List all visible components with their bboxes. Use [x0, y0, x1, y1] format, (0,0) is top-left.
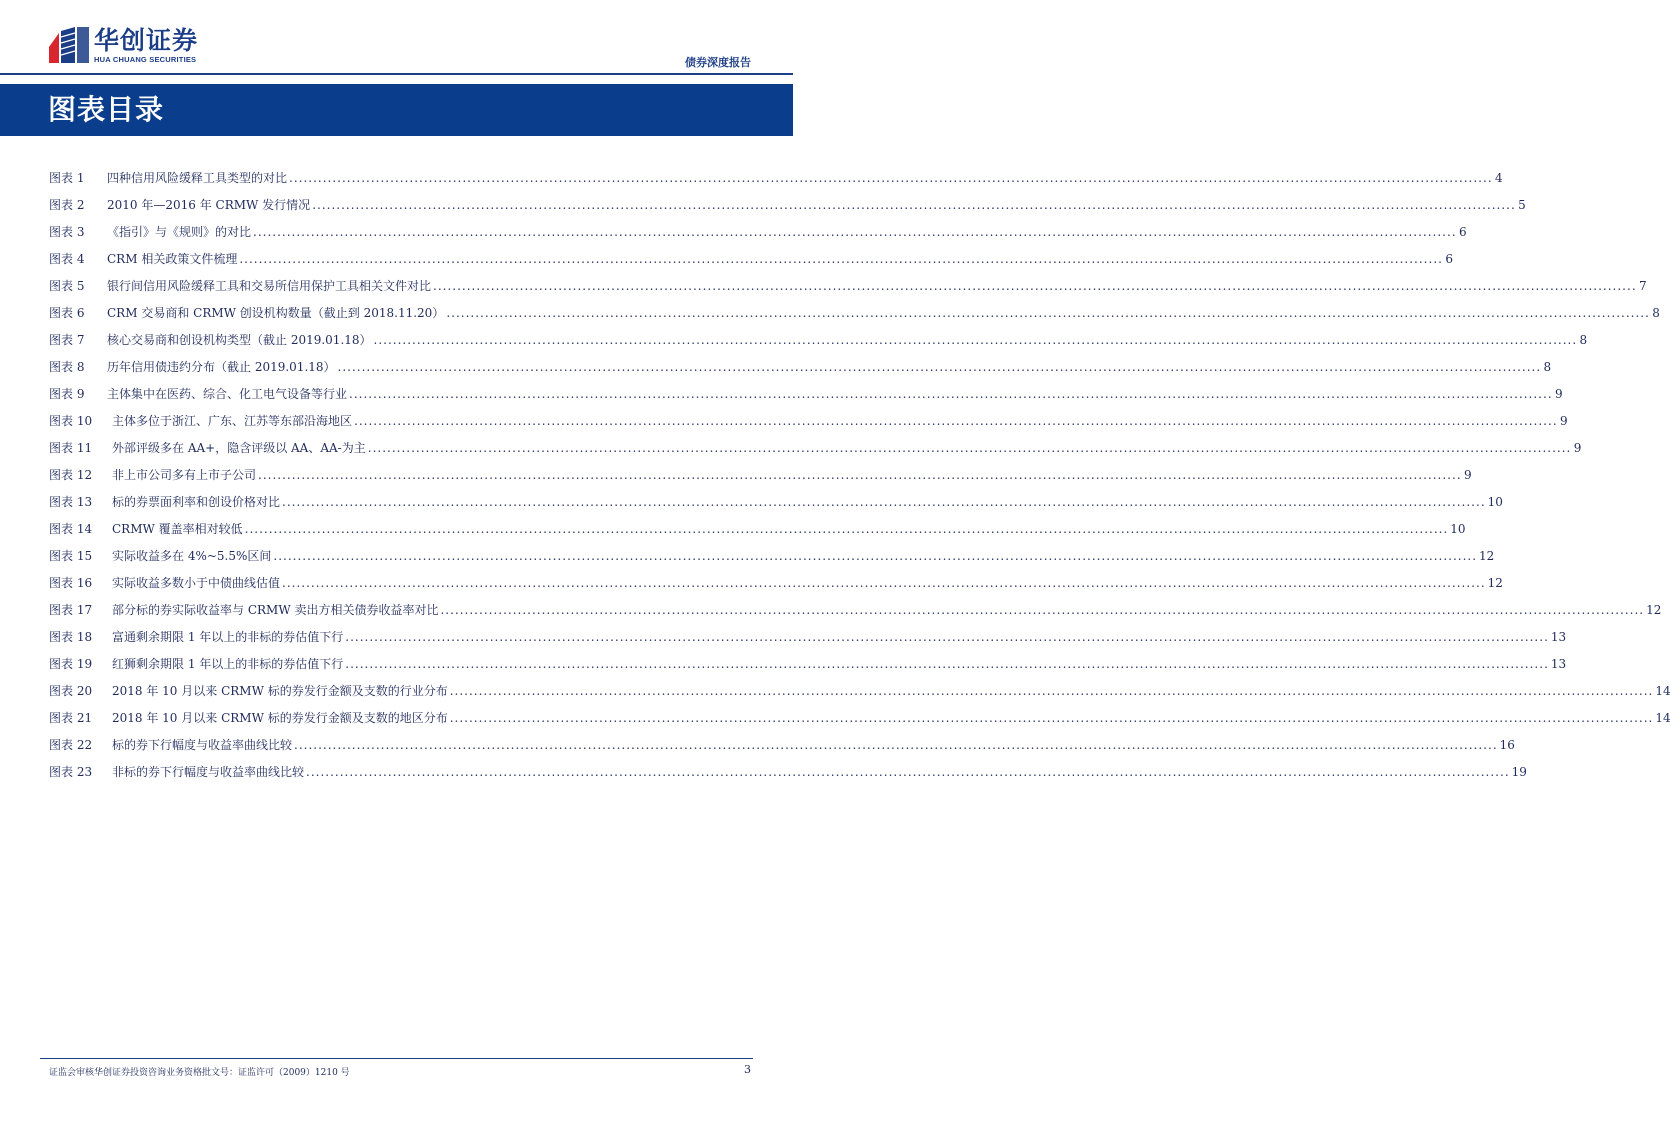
toc-entry-page[interactable]: 14	[1655, 711, 1671, 725]
toc-leader-dots	[433, 273, 1637, 300]
toc-entry-label: 图表 22	[49, 738, 93, 752]
toc-entry[interactable]	[49, 543, 1495, 570]
brand-name-cn: 华创证券	[94, 26, 199, 55]
toc-leader-dots	[306, 759, 1510, 786]
toc-entry-label: 图表 13	[49, 495, 93, 509]
toc-entry[interactable]	[49, 165, 1503, 192]
footer-divider	[40, 1058, 753, 1059]
toc-entry[interactable]	[49, 489, 1503, 516]
header-divider	[0, 73, 793, 75]
toc-entry-title[interactable]: CRMW 覆盖率相对较低	[112, 522, 243, 536]
toc-entry-label: 图表 2	[49, 198, 85, 212]
toc-entry-label: 图表 3	[49, 225, 85, 239]
toc-entry-page[interactable]: 8	[1579, 333, 1588, 347]
toc-entry-page[interactable]: 5	[1518, 198, 1526, 212]
toc-leader-dots	[354, 408, 1558, 435]
toc-entry-label: 图表 5	[49, 279, 85, 293]
toc-leader-dots	[282, 570, 1486, 597]
toc-entry-label: 图表 7	[49, 333, 85, 347]
toc-entry-title[interactable]: 主体多位于浙江、广东、江苏等东部沿海地区	[112, 414, 353, 428]
toc-entry[interactable]	[49, 732, 1515, 759]
toc-entry-page[interactable]: 8	[1652, 306, 1660, 320]
toc-entry-label: 图表 9	[49, 387, 85, 401]
toc-entry-title[interactable]: 实际收益多数小于中债曲线估值	[112, 576, 281, 590]
toc-entry[interactable]	[49, 570, 1503, 597]
toc-entry[interactable]	[49, 273, 1647, 300]
toc-leader-dots	[345, 651, 1549, 678]
toc-leader-dots	[245, 516, 1449, 543]
toc-entry[interactable]	[49, 759, 1527, 786]
toc-entry-title[interactable]: 外部评级多在 AA+，隐含评级以 AA、AA-为主	[112, 441, 366, 455]
toc-entry-title[interactable]: 富通剩余期限 1 年以上的非标的券估值下行	[112, 630, 344, 644]
toc-entry-page[interactable]: 13	[1550, 657, 1567, 671]
toc-entry-page[interactable]: 9	[1573, 441, 1582, 455]
toc-entry-page[interactable]: 4	[1495, 171, 1503, 185]
toc-entry-title[interactable]: 四种信用风险缓释工具类型的对比	[107, 171, 288, 185]
toc-leader-dots	[294, 732, 1498, 759]
toc-leader-dots	[345, 624, 1549, 651]
toc-entry-page[interactable]: 14	[1655, 684, 1671, 698]
toc-entry[interactable]	[49, 651, 1567, 678]
toc-entry-title[interactable]: 银行间信用风险缓释工具和交易所信用保护工具相关文件对比	[107, 279, 432, 293]
toc-entry-page[interactable]: 10	[1487, 495, 1503, 509]
toc-entry-title[interactable]: 标的券票面利率和创设价格对比	[112, 495, 281, 509]
toc-entry-label: 图表 8	[49, 360, 85, 374]
figure-table-of-contents	[49, 165, 1671, 786]
toc-entry-label: 图表 21	[49, 711, 93, 725]
toc-leader-dots	[349, 381, 1553, 408]
toc-entry-page[interactable]: 8	[1543, 360, 1552, 374]
huachuang-logo-icon	[49, 27, 89, 63]
toc-leader-dots	[440, 597, 1644, 624]
toc-leader-dots	[338, 354, 1542, 381]
toc-entry-page[interactable]: 6	[1459, 225, 1467, 239]
toc-leader-dots	[289, 165, 1493, 192]
toc-entry-title[interactable]: 红狮剩余期限 1 年以上的非标的券估值下行	[112, 657, 344, 671]
toc-entry-page[interactable]: 10	[1450, 522, 1466, 536]
toc-leader-dots	[374, 327, 1578, 354]
toc-entry-label: 图表 10	[49, 414, 93, 428]
toc-leader-dots	[450, 705, 1654, 732]
section-banner	[0, 84, 793, 136]
toc-entry-label: 图表 17	[49, 603, 93, 617]
toc-leader-dots	[368, 435, 1572, 462]
toc-leader-dots	[450, 678, 1654, 705]
report-type-label: 债券深度报告	[685, 56, 751, 69]
toc-leader-dots	[312, 192, 1516, 219]
toc-leader-dots	[282, 489, 1486, 516]
toc-entry-label: 图表 23	[49, 765, 93, 779]
toc-entry[interactable]	[49, 408, 1568, 435]
toc-entry-title[interactable]: CRM 相关政策文件梳理	[107, 252, 238, 266]
banner-title: 图表目录	[48, 93, 165, 126]
toc-entry-label: 图表 20	[49, 684, 93, 698]
toc-entry[interactable]	[49, 300, 1660, 327]
toc-leader-dots	[446, 300, 1650, 327]
toc-entry-title[interactable]: 历年信用债违约分布（截止 2019.01.18）	[107, 360, 336, 374]
toc-entry-title[interactable]: 实际收益多在 4%~5.5%区间	[112, 549, 272, 563]
toc-entry-label: 图表 15	[49, 549, 93, 563]
toc-entry[interactable]	[49, 462, 1472, 489]
toc-entry-title[interactable]: 非标的券下行幅度与收益率曲线比较	[112, 765, 305, 779]
brand-name-en: HUA CHUANG SECURITIES	[94, 55, 197, 64]
toc-entry-page[interactable]: 6	[1445, 252, 1453, 266]
page-number: 3	[744, 1063, 751, 1076]
toc-entry[interactable]	[49, 678, 1671, 705]
toc-entry-label: 图表 14	[49, 522, 93, 536]
toc-leader-dots	[258, 462, 1462, 489]
footer-disclaimer: 证监会审核华创证券投资咨询业务资格批文号：证监许可（2009）1210 号	[49, 1068, 350, 1078]
toc-entry-page[interactable]: 7	[1639, 279, 1647, 293]
toc-entry[interactable]	[49, 192, 1526, 219]
toc-entry-page[interactable]: 9	[1464, 468, 1472, 482]
toc-entry[interactable]	[49, 516, 1466, 543]
toc-entry[interactable]	[49, 624, 1567, 651]
toc-entry-title[interactable]: 2010 年—2016 年 CRMW 发行情况	[107, 198, 311, 212]
page-header	[0, 0, 793, 82]
toc-entry[interactable]	[49, 327, 1588, 354]
toc-entry-title[interactable]: 《指引》与《规则》的对比	[107, 225, 252, 239]
toc-entry-label: 图表 6	[49, 306, 85, 320]
toc-entry[interactable]	[49, 246, 1453, 273]
toc-entry-label: 图表 1	[49, 171, 85, 185]
toc-entry-page[interactable]: 12	[1646, 603, 1662, 617]
toc-entry-title[interactable]: 核心交易商和创设机构类型（截止 2019.01.18）	[107, 333, 372, 347]
toc-entry-label: 图表 18	[49, 630, 93, 644]
toc-entry-label: 图表 11	[49, 441, 93, 455]
toc-entry[interactable]	[49, 219, 1467, 246]
toc-entry-title[interactable]: CRM 交易商和 CRMW 创设机构数量（截止到 2018.11.20）	[107, 306, 445, 320]
toc-entry-page[interactable]: 19	[1511, 765, 1527, 779]
toc-entry-label: 图表 19	[49, 657, 93, 671]
toc-leader-dots	[239, 246, 1443, 273]
toc-entry[interactable]	[49, 381, 1563, 408]
toc-entry-title[interactable]: 2018 年 10 月以来 CRMW 标的券发行金额及支数的行业分布	[112, 684, 448, 698]
toc-entry-label: 图表 4	[49, 252, 85, 266]
toc-entry-page[interactable]: 16	[1499, 738, 1515, 752]
toc-entry-page[interactable]: 9	[1555, 387, 1563, 401]
toc-entry-page[interactable]: 9	[1560, 414, 1568, 428]
toc-leader-dots	[273, 543, 1477, 570]
toc-entry-title[interactable]: 主体集中在医药、综合、化工电气设备等行业	[107, 387, 348, 401]
toc-entry-title[interactable]: 2018 年 10 月以来 CRMW 标的券发行金额及支数的地区分布	[112, 711, 448, 725]
toc-entry-page[interactable]: 12	[1479, 549, 1495, 563]
toc-entry-title[interactable]: 标的券下行幅度与收益率曲线比较	[112, 738, 293, 752]
toc-entry-label: 图表 16	[49, 576, 93, 590]
toc-entry[interactable]	[49, 354, 1552, 381]
toc-entry-page[interactable]: 13	[1550, 630, 1567, 644]
toc-leader-dots	[253, 219, 1457, 246]
toc-entry[interactable]	[49, 705, 1671, 732]
toc-entry-label: 图表 12	[49, 468, 93, 482]
toc-entry-page[interactable]: 12	[1487, 576, 1503, 590]
toc-entry-title[interactable]: 部分标的券实际收益率与 CRMW 卖出方相关债券收益率对比	[112, 603, 439, 617]
toc-entry[interactable]	[49, 597, 1662, 624]
toc-entry-title[interactable]: 非上市公司多有上市子公司	[112, 468, 257, 482]
toc-entry[interactable]	[49, 435, 1582, 462]
